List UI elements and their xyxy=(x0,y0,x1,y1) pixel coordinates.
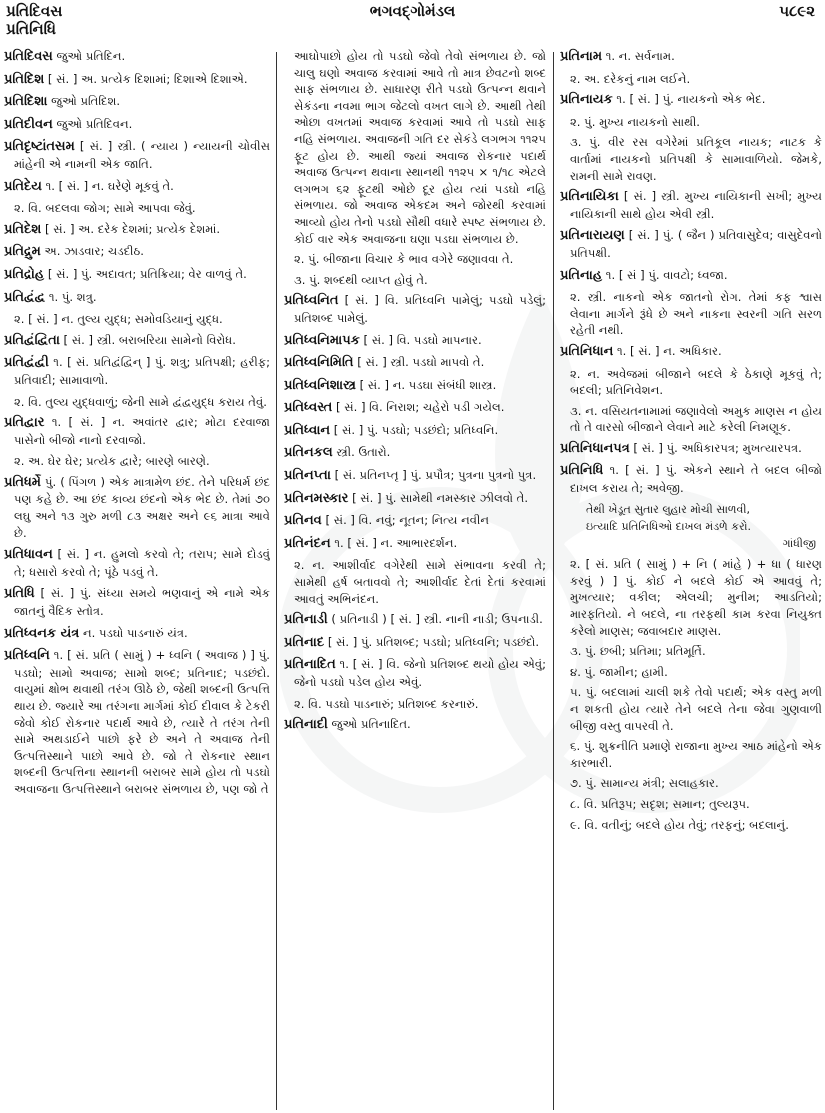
dictionary-entry xyxy=(284,292,546,326)
definition-text: ૧. [ સં. ] પું. નાયકનો એક ભેદ. xyxy=(612,92,766,107)
definition-text: ૧. [ સં ] પું. વાવટો; ધ્વજા. xyxy=(602,267,728,282)
column-divider xyxy=(276,52,277,1110)
dictionary-entry xyxy=(4,625,270,643)
dictionary-entry xyxy=(4,138,270,172)
dictionary-entry xyxy=(284,422,546,440)
headword: પ્રતિનપ્તા xyxy=(284,468,331,484)
definition-text: પું. ( પિંગળ ) એક માત્રામેળ છંદ. તેને પરિધર્મ છંદ પણ કહે છે. આ છંદ કાવ્ય છંદનો એક ભેદ છે. તેમાં ૭૦ લઘુ અને ૧૩ ગુરુ મળી ૮૩ અક્ષર અને ૯૬ માત્રા આવે છે. xyxy=(14,474,270,540)
headword: પ્રતિનમસ્કાર xyxy=(284,490,349,506)
headword: પ્રતિદ્વાર xyxy=(4,415,45,431)
dictionary-entry xyxy=(560,227,822,261)
dictionary-entry xyxy=(560,343,822,361)
sense-definition: ૨. ન. આશીર્વાદ વગેરેથી સામે સંભાવના કરવી તે; સામેથી હર્ષ બતાવવો તે; આશીર્વાદ દેતાં દેતાં કરવામાં આવતું અભિનંદન. xyxy=(294,558,546,606)
headword: પ્રતિનાદિત xyxy=(284,657,336,673)
headword: પ્રતિદિશા xyxy=(4,94,48,110)
definition-text: [ સં. ] વિ. પડઘો માપનાર. xyxy=(359,332,482,347)
definition-text: ૧. [ સં. ] પું. એકને સ્થાને તે બદલ બીજો દાખલ કરાય તે; અવેજી. xyxy=(570,463,822,496)
sense-definition: ૨. પું. બીજાના વિચાર કે ભાવ વગેરે જણાવવા તે. xyxy=(294,252,514,267)
definition-text: સ્ત્રી. ઉતારો. xyxy=(332,445,391,460)
headword: પ્રતિધ્વસ્ત xyxy=(284,400,333,416)
headword: પ્રતિદ્વંદ્વિતા xyxy=(4,332,60,348)
dictionary-entry xyxy=(4,647,270,797)
definition-text: [ સં. ] પું. પ્રતિશબ્દ; પડઘો; પ્રતિધ્વનિ; પડછંદો. xyxy=(324,634,540,649)
definition-text: [ સં. ] પું. પડઘો; પડછંદો; પ્રતિધ્વનિ. xyxy=(330,422,499,437)
sense-definition: ૨. સ્ત્રી. નાકનો એક જાતનો રોગ. તેમાં કફ શ્વાસ લેવાના માર્ગને રૂંધે છે અને નાકના સ્વરની ગતિ સરળ રહેતી નથી. xyxy=(570,290,822,338)
definition-text: ૧. [ સં. ] ન. આભારદર્શન. xyxy=(330,535,458,550)
headword: પ્રતિનામ xyxy=(560,49,603,64)
headword: પ્રતિનાડી xyxy=(284,612,328,628)
dictionary-entry xyxy=(284,535,546,553)
definition-text: ૧. પું. શત્રુ. xyxy=(45,289,97,304)
headword: પ્રતિદિવસ xyxy=(4,49,53,64)
definition-text: [ સં. ] અ. પ્રત્યેક દિશામાં; દિશાએ દિશાએ. xyxy=(44,71,248,86)
dictionary-entry xyxy=(4,474,270,541)
sense-definition: ૨. પું. મુખ્ય નાયકનો સાથી. xyxy=(570,114,700,129)
definition-text: [ સં. ] વિ. નવું; નૂતન; નિત્ય નવીન xyxy=(321,513,489,528)
definition-text: ૧. [ સં. ] વિ. જેનો પ્રતિશબ્દ થયો હોય એવું; જેનો પડઘો પડેલ હોય એવું. xyxy=(294,657,546,689)
definition-text: જુઓ પ્રતિદિન. xyxy=(52,49,126,63)
column-1 xyxy=(4,48,270,1113)
headword: પ્રતિનાયિકા xyxy=(560,189,619,205)
page-header xyxy=(0,0,825,50)
dictionary-entry xyxy=(4,266,270,284)
headword: પ્રતિદીવન xyxy=(4,116,53,132)
definition-text: [ સં. ] અ. દરેક દેશમાં; પ્રત્યેક દેશમાં. xyxy=(41,221,221,236)
dictionary-entry xyxy=(4,178,270,196)
dictionary-entry xyxy=(284,490,546,508)
dictionary-entry xyxy=(560,48,822,66)
definition-text: [ સં. ] સ્ત્રી. ( ન્યાય ) ન્યાયની ચોવીસ માંહેની એ નામની એક જાતિ. xyxy=(14,139,270,171)
dictionary-entry xyxy=(4,546,270,580)
headword: પ્રતિદ્વંદ્વ xyxy=(4,289,46,305)
definition-text: ( પ્રતિનાડી ) [ સં. ] સ્ત્રી. નાની નાડી; ઉપનાડી. xyxy=(327,612,543,627)
dictionary-entry xyxy=(284,634,546,652)
headword: પ્રતિદ્રુમ xyxy=(4,244,41,260)
dictionary-entry xyxy=(284,512,546,530)
dictionary-entry xyxy=(4,585,270,619)
sense-definition: ૭. પું. સામાન્ય મંત્રી; સલાહકાર. xyxy=(570,776,719,791)
sense-definition: ૨. અ. દરેકનું નામ લઈને. xyxy=(570,71,691,86)
dictionary-entry xyxy=(284,444,546,462)
headword: પ્રતિધ્વનિશાસ્ત્ર xyxy=(284,377,356,393)
definition-text: ૧. [ સં. ] ન. અધિકાર. xyxy=(613,343,722,358)
quotation-line: તેથી ખેડૂત સુતાર લુહાર મોચી સાળવી, xyxy=(586,502,750,516)
headword: પ્રતિધ્વનક યંત્ર xyxy=(4,625,80,641)
definition-text: [ સં. ] વિ. નિરાશ; ચહેરો પડી ગયેલ. xyxy=(332,400,505,415)
headword: પ્રતિનારાયણ xyxy=(560,228,625,244)
sense-definition: ૨. વિ. બદલવા જોગ; સામે આપવા જેવું. xyxy=(14,201,196,216)
headword: પ્રતિનાહ xyxy=(560,267,603,283)
definition-text: [ સં. ] ન. પડઘા સંબંધી શાસ્ત્ર. xyxy=(355,377,497,392)
sense-definition: ૫. પું. બદલામાં ચાલી શકે તેવો પદાર્થ; એક વસ્તુ મળી ન શકતી હોય ત્યારે તેને બદલે તેના જેવા ગુણવાળી બીજી વસ્તુ વાપરવી તે. xyxy=(570,685,822,733)
quotation-line: ઇત્યાદિ પ્રતિનિધિઓ દાખલ મંડળે કરો. xyxy=(586,519,751,533)
definition-text: ૧. [ સં. ] ન. અવાંતર દ્વાર; મોટા દરવાજા પાસેનો બીજો નાનો દરવાજો. xyxy=(14,415,270,447)
column-divider xyxy=(553,52,554,1110)
page-number: ૫૮૯૨ xyxy=(779,2,815,20)
headword: પ્રતિધાવન xyxy=(4,547,53,563)
definition-text: ન. પડઘો પાડનારું યંત્ર. xyxy=(79,625,188,640)
dictionary-entry xyxy=(4,243,270,261)
dictionary-entry xyxy=(4,354,270,388)
definition-text: [ સં. ] સ્ત્રી. બરાબરિયા સામેનો વિરોધ. xyxy=(59,332,236,347)
sense-definition: ૬. પું. શુક્રનીતિ પ્રમાણે રાજાના મુખ્ય આઠ માંહેનો એક કારભારી. xyxy=(570,739,822,770)
headword: પ્રતિનાદી xyxy=(284,717,328,733)
headword: પ્રતિનાયક xyxy=(560,92,613,108)
dictionary-entry xyxy=(284,611,546,629)
sense-definition: ૩. પું. શબ્દથી વ્યાપ્ત હોવું તે. xyxy=(294,272,428,287)
continued-text: આઘોપાછો હોય તો પડઘો જેવો તેવો સંભળાય છે. જો ચાલુ ઘણો અવાજ કરવામાં આવે તો માત્ર છેવટનો શબ્દ સાફ સંભળાય છે. સાધારણ રીતે પડઘો ઉત્પન્ન થવાને સેકંડના નવમા ભાગ જેટલો વખત લાગે છે. આથી તેથી ઓછા વખતમાં અવાજ કરવામાં આવે તો પડઘો સાફ નહિ સંભળાય. અવાજની ગતિ દર સેકંડે લગભગ ૧૧૨૫ ફૂટ હોય છે. આથી જ્યાં અવાજ રોકનાર પદાર્થ અવાજ ઉત્પન્ન થવાના સ્થાનથી ૧૧૨૫ × ૧/૧૮ એટલે લગભગ ૬૨ ફૂટથી ઓછે દૂર હોય ત્યાં પડઘો નહિ સંભળાય. જો અવાજ એકદમ અને જોરથી કરવામાં આવ્યો હોય તેનો પડઘો સૌથી વધારે સ્પષ્ટ સંભળાય છે. કોઈ વાર એક અવાજના ઘણા પડઘા સંભળાય છે. xyxy=(294,49,546,246)
definition-text: [ સં. ] પું. ( જૈન ) પ્રતિવાસુદેવ; વાસુદેવનો પ્રતિપક્ષી. xyxy=(570,228,822,260)
dictionary-entry xyxy=(4,116,270,134)
dictionary-entry xyxy=(284,467,546,485)
sense-definition: ૩. ન. વસિયતનામામાં જણાવેલો અમુક માણસ ન હોય તો તે વારસો બીજાને લેવાને માટે કરેલી નિમણૂક. xyxy=(570,403,822,435)
headword: પ્રતિદિશ xyxy=(4,71,45,87)
definition-text: જુઓ પ્રતિદિવન. xyxy=(52,116,133,131)
dictionary-entry xyxy=(4,332,270,350)
sense-definition: ૨. [ સં. ] ન. તુલ્ય યુદ્ધ; સમોવડિયાનું યુદ્ધ. xyxy=(14,312,223,327)
dictionary-entry xyxy=(284,399,546,417)
dictionary-entry xyxy=(560,440,822,458)
definition-text: [ સં. ] સ્ત્રી. મુખ્ય નાયિકાની સખી; મુખ્ય નાયિકાની સાથે હોય એવી સ્ત્રી. xyxy=(570,189,822,221)
definition-text: જુઓ પ્રતિદિશ. xyxy=(47,94,121,109)
dictionary-entry xyxy=(4,71,270,89)
headword: પ્રતિદેય xyxy=(4,178,42,194)
definition-text: [ સં. ] પું. સંધ્યા સમયે ભણવાનું એ નામે એક જાતનું વૈદિક સ્તોત્ર. xyxy=(14,586,270,619)
definition-text: [ સં. ] પું. અધિકારપત્ર; મુખત્યારપત્ર. xyxy=(629,440,802,455)
column-2 xyxy=(284,48,546,1113)
headword: પ્રતિનકલ xyxy=(284,445,333,461)
dictionary-entry xyxy=(4,289,270,307)
sense-definition: ૯. વિ. વતીનું; બદલે હોય તેવું; તરફનું; બદલાનું. xyxy=(570,817,789,832)
sense-definition: ૨. વિ. પડઘો પાડનારું; પ્રતિશબ્દ કરનારું. xyxy=(294,696,479,711)
dictionary-entry xyxy=(4,48,270,66)
dictionary-columns xyxy=(0,48,825,1113)
dictionary-entry xyxy=(284,716,546,734)
dictionary-entry xyxy=(560,91,822,109)
dictionary-entry xyxy=(4,93,270,111)
headword: પ્રતિદ્વંદ્વી xyxy=(4,355,49,371)
headword: પ્રતિનવ xyxy=(284,513,322,529)
headword: પ્રતિધ્વનિમિતિ xyxy=(284,355,354,371)
headword: પ્રતિનિધિ xyxy=(560,463,604,479)
sense-definition: ૩. પું. વીર રસ વગેરેમાં પ્રતિકૂલ નાયક; નાટક કે વાર્તામાં નાયકનો પ્રતિપક્ષી કે સામાવાળિયો. જેમકે, રામની સામે રાવણ. xyxy=(570,135,822,183)
guide-word-last: પ્રતિનિધિ xyxy=(6,20,57,38)
headword: પ્રતિધ્વનિમાપક xyxy=(284,332,360,348)
sense-definition: ૨. [ સં. પ્રતિ ( સામું ) + નિ ( માંહે ) + ધા ( ધારણ કરવું ) ] પું. કોઈ ને બદલે કોઈ એ આવવું તે; મુખત્યાર; વકીલ; એલચી; મુનીમ; આડતિયો; મારફતિયો. ને બદલે, ના તરફથી કામ કરવા નિયુક્ત કરેલો માણસ; જવાબદાર માણસ. xyxy=(570,557,822,638)
sense-definition: ૨. ન. અવેજમાં બીજાને બદલે કે ઠેકાણે મૂકવું તે; બદલી; પ્રતિનિવેશન. xyxy=(570,366,822,398)
headword: પ્રતિદેશ xyxy=(4,221,42,237)
definition-text: [ સં. ] સ્ત્રી. પડઘો માપવો તે. xyxy=(353,355,485,370)
sense-definition: ૩. પું. છબી; પ્રતિમા; પ્રતિમૂર્તિ. xyxy=(570,644,706,659)
dictionary-entry xyxy=(284,377,546,395)
headword: પ્રતિનાદ xyxy=(284,634,325,650)
definition-text: [ સં. ] ન. હુમલો કરવો તે; તરાપ; સામે દોડવું તે; ધસારો કરવો તે; પૂંઠે પડવું તે. xyxy=(14,547,270,579)
dictionary-entry xyxy=(560,267,822,285)
definition-text: ૧. [ સં. પ્રતિ ( સામું ) + ધ્વનિ ( અવાજ ) ] પું. પડઘો; સામો અવાજ; સામો શબ્દ; પ્રતિનાદ; પડછંદો. વાયુમાં ક્ષોભ થવાથી તરંગ ઊઠે છે, જેથી શબ્દની ઉત્પત્તિ થાય છે. જ્યારે આ તરંગના માર્ગમાં કોઈ દીવાલ કે ટેકરી જેવો કોઈ રોકનાર પદાર્થ આવે છે, ત્યારે તે તરંગ તેની સામે અથડાઈને પાછો ફરે છે અને તે અવાજ તેની ઉત્પત્તિસ્થાને પાછો આવે છે. જો તે રોકનાર સ્થાન શબ્દની ઉત્પત્તિના સ્થાનની બરાબર સામે હોય તો પડઘો અવાજના ઉત્પત્તિસ્થાને બરાબર સંભળાય છે, પણ જો તે xyxy=(14,648,270,796)
headword: પ્રતિધિ xyxy=(4,586,35,602)
definition-text: અ. ઝાડવાર; ચડદીઠ. xyxy=(40,244,144,259)
dictionary-entry xyxy=(284,354,546,372)
dictionary-entry xyxy=(560,462,822,496)
definition-text: [ સં. ] પું. સામેથી નમસ્કાર ઝીલવો તે. xyxy=(348,490,529,505)
sense-definition: ૮. વિ. પ્રતિરૂપ; સદૃશ; સમાન; તુલ્યરૂપ. xyxy=(570,796,750,811)
headword: પ્રતિનંદન xyxy=(284,535,331,551)
sense-definition: ૨. અ. ઘેર ઘેર; પ્રત્યેક દ્વારે; બારણે બારણે. xyxy=(14,454,210,469)
headword: પ્રતિધ્વનિત xyxy=(284,293,339,309)
headword: પ્રતિનિધાન xyxy=(560,343,614,359)
headword: પ્રતિનિધાનપત્ર xyxy=(560,440,630,456)
definition-text: જુઓ પ્રતિનાદિત. xyxy=(327,717,411,732)
guide-word-first: પ્રતિદિવસ xyxy=(6,2,63,20)
headword: પ્રતિદૃષ્ટાંતસમ xyxy=(4,139,75,155)
headword: પ્રતિધ્વનિ xyxy=(4,648,50,664)
dictionary-entry xyxy=(4,221,270,239)
sense-definition: ૨. વિ. તુલ્ય યુદ્ધવાળું; જેની સામે દ્વંદ્વયુદ્ધ કરાય તેવું. xyxy=(14,394,267,409)
headword: પ્રતિધર્મે xyxy=(4,474,41,490)
headword: પ્રતિધ્વાન xyxy=(284,422,331,438)
definition-text: ૧. ન. સર્વનામ. xyxy=(602,49,675,63)
sense-definition: ૪. પું. જામીન; હામી. xyxy=(570,664,668,679)
dictionary-entry xyxy=(560,188,822,222)
column-3 xyxy=(560,48,822,1113)
definition-text: [ સં. ] વિ. પ્રતિધ્વનિ પામેલું; પડઘો પડેલું; પ્રતિશબ્દ પામેલું. xyxy=(294,293,546,325)
dictionary-entry xyxy=(4,414,270,448)
dictionary-entry xyxy=(284,332,546,350)
definition-text: ૧. [ સં. ] ન. ઘરેણે મૂકવું તે. xyxy=(41,178,174,193)
definition-text: [ સં. પ્રતિનપ્તૃ ] પું. પ્રપૌત્ર; પુત્રના પુત્રનો પુત્ર. xyxy=(330,468,537,483)
dictionary-entry xyxy=(284,656,546,690)
dictionary-title: ભગવદ્ગોમંડલ xyxy=(369,2,456,20)
headword: પ્રતિદ્રોહ xyxy=(4,266,45,282)
definition-text: ૧. [ સં. પ્રતિદ્વંદ્વિન્ ] પું. શત્રુ; પ્રતિપક્ષી; હરીફ; પ્રતિવાદી; સામાવાળો. xyxy=(14,355,270,387)
definition-text: [ સં. ] પું. અદાવત; પ્રતિક્રિયા; વેર વાળવું તે. xyxy=(44,266,247,281)
quotation-attribution: ગાંધીજી xyxy=(782,536,816,550)
